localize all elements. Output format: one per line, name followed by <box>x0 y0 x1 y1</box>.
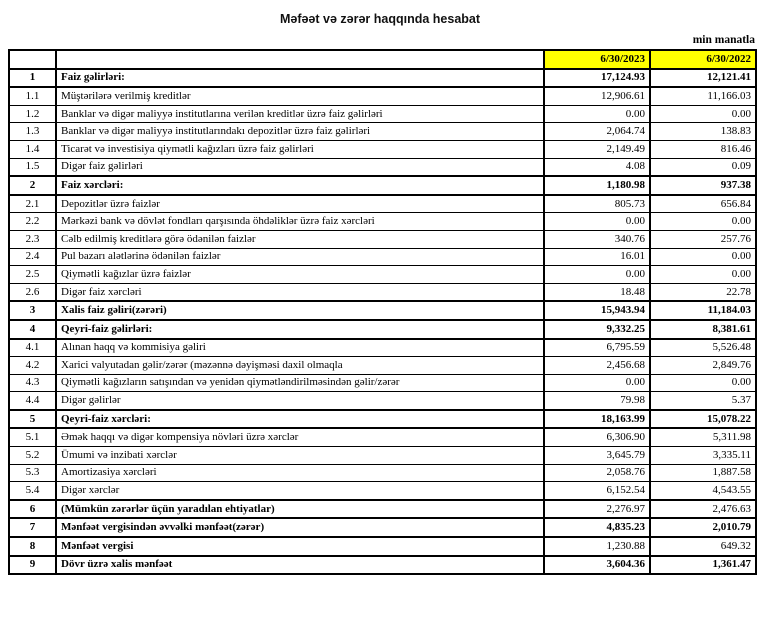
header-col-2022: 6/30/2022 <box>650 50 756 69</box>
row-number-cell: 2.1 <box>9 195 56 213</box>
row-number-cell: 2.2 <box>9 213 56 231</box>
value-2023-cell: 2,149.49 <box>544 140 650 158</box>
row-number-cell: 3 <box>9 301 56 320</box>
report-table-body <box>9 69 756 575</box>
row-label-cell: Ticarət və investisiya qiymətli kağızları üzrə faiz gəlirləri <box>56 140 544 158</box>
row-label-cell: Dövr üzrə xalis mənfəət <box>56 556 544 575</box>
row-number-cell: 4.1 <box>9 339 56 357</box>
table-row <box>9 266 756 284</box>
row-number-cell: 4.4 <box>9 392 56 410</box>
row-label-cell: Qeyri-faiz xərcləri: <box>56 410 544 429</box>
row-label-cell: Əmək haqqı və digər kompensiya növləri üzrə xərclər <box>56 428 544 446</box>
table-row <box>9 357 756 375</box>
value-2023-cell: 9,332.25 <box>544 320 650 339</box>
table-row <box>9 140 756 158</box>
value-2022-cell: 0.00 <box>650 248 756 266</box>
value-2022-cell: 649.32 <box>650 537 756 556</box>
row-number-cell: 1.3 <box>9 123 56 141</box>
table-row <box>9 283 756 301</box>
table-row <box>9 428 756 446</box>
row-label-cell: Mənfəət vergisi <box>56 537 544 556</box>
row-label-cell: Banklar və digər maliyyə institutlarına verilən kreditlər üzrə faiz gəlirləri <box>56 105 544 123</box>
table-row <box>9 123 756 141</box>
value-2022-cell: 2,476.63 <box>650 500 756 519</box>
table-row <box>9 69 756 88</box>
row-number-cell: 4.2 <box>9 357 56 375</box>
row-label-cell: Digər gəlirlər <box>56 392 544 410</box>
row-label-cell: Qiymətli kağızların satışından və yenidən qiymətləndirilməsindən gəlir/zərər <box>56 374 544 392</box>
row-label-cell: Xalis faiz gəliri(zərəri) <box>56 301 544 320</box>
value-2023-cell: 2,058.76 <box>544 464 650 482</box>
row-label-cell: (Mümkün zərərlər üçün yaradılan ehtiyatlar) <box>56 500 544 519</box>
value-2023-cell: 6,306.90 <box>544 428 650 446</box>
row-label-cell: Amortizasiya xərcləri <box>56 464 544 482</box>
row-number-cell: 6 <box>9 500 56 519</box>
table-row <box>9 482 756 500</box>
value-2022-cell: 1,361.47 <box>650 556 756 575</box>
table-row <box>9 158 756 176</box>
row-number-cell: 2.5 <box>9 266 56 284</box>
value-2022-cell: 5,526.48 <box>650 339 756 357</box>
row-number-cell: 2.3 <box>9 230 56 248</box>
table-row <box>9 410 756 429</box>
row-number-cell: 5.1 <box>9 428 56 446</box>
table-row <box>9 464 756 482</box>
table-row <box>9 447 756 465</box>
value-2023-cell: 17,124.93 <box>544 69 650 88</box>
row-label-cell: Banklar və digər maliyyə institutlarındakı depozitlər üzrə faiz gəlirləri <box>56 123 544 141</box>
value-2022-cell: 937.38 <box>650 176 756 195</box>
row-number-cell: 2.4 <box>9 248 56 266</box>
header-row <box>9 50 756 69</box>
value-2022-cell: 5,311.98 <box>650 428 756 446</box>
row-label-cell: Alınan haqq və kommisiya gəliri <box>56 339 544 357</box>
table-row <box>9 176 756 195</box>
value-2022-cell: 0.00 <box>650 213 756 231</box>
row-label-cell: Digər faiz gəlirləri <box>56 158 544 176</box>
value-2023-cell: 6,152.54 <box>544 482 650 500</box>
row-number-cell: 5.3 <box>9 464 56 482</box>
header-col-2023: 6/30/2023 <box>544 50 650 69</box>
value-2023-cell: 18.48 <box>544 283 650 301</box>
row-number-cell: 9 <box>9 556 56 575</box>
row-label-cell: Müştərilərə verilmiş kreditlər <box>56 87 544 105</box>
value-2022-cell: 0.00 <box>650 105 756 123</box>
header-empty-cell-1 <box>9 50 56 69</box>
value-2023-cell: 3,604.36 <box>544 556 650 575</box>
row-number-cell: 1.2 <box>9 105 56 123</box>
value-2023-cell: 0.00 <box>544 105 650 123</box>
row-number-cell: 5.2 <box>9 447 56 465</box>
table-row <box>9 230 756 248</box>
row-label-cell: Qeyri-faiz gəlirləri: <box>56 320 544 339</box>
value-2023-cell: 18,163.99 <box>544 410 650 429</box>
table-row <box>9 87 756 105</box>
value-2022-cell: 8,381.61 <box>650 320 756 339</box>
value-2023-cell: 16.01 <box>544 248 650 266</box>
value-2023-cell: 79.98 <box>544 392 650 410</box>
value-2022-cell: 15,078.22 <box>650 410 756 429</box>
value-2022-cell: 2,010.79 <box>650 518 756 537</box>
row-label-cell: Depozitlər üzrə faizlər <box>56 195 544 213</box>
value-2023-cell: 3,645.79 <box>544 447 650 465</box>
report-table <box>8 49 757 575</box>
row-number-cell: 4.3 <box>9 374 56 392</box>
row-number-cell: 5 <box>9 410 56 429</box>
header-empty-cell-2 <box>56 50 544 69</box>
value-2023-cell: 4.08 <box>544 158 650 176</box>
row-number-cell: 5.4 <box>9 482 56 500</box>
table-row <box>9 339 756 357</box>
value-2023-cell: 2,064.74 <box>544 123 650 141</box>
value-2023-cell: 4,835.23 <box>544 518 650 537</box>
table-row <box>9 248 756 266</box>
value-2022-cell: 12,121.41 <box>650 69 756 88</box>
table-row <box>9 392 756 410</box>
value-2022-cell: 257.76 <box>650 230 756 248</box>
value-2022-cell: 22.78 <box>650 283 756 301</box>
value-2023-cell: 15,943.94 <box>544 301 650 320</box>
row-label-cell: Ümumi və inzibati xərclər <box>56 447 544 465</box>
row-number-cell: 1 <box>9 69 56 88</box>
table-row <box>9 500 756 519</box>
report-title: Məfəət və zərər haqqında hesabat <box>279 12 481 26</box>
value-2022-cell: 656.84 <box>650 195 756 213</box>
row-label-cell: Digər xərclər <box>56 482 544 500</box>
row-number-cell: 7 <box>9 518 56 537</box>
row-number-cell: 2.6 <box>9 283 56 301</box>
row-number-cell: 8 <box>9 537 56 556</box>
row-label-cell: Faiz gəlirləri: <box>56 69 544 88</box>
value-2022-cell: 2,849.76 <box>650 357 756 375</box>
value-2023-cell: 1,230.88 <box>544 537 650 556</box>
row-number-cell: 1.1 <box>9 87 56 105</box>
value-2023-cell: 2,276.97 <box>544 500 650 519</box>
value-2023-cell: 805.73 <box>544 195 650 213</box>
value-2022-cell: 0.00 <box>650 374 756 392</box>
value-2022-cell: 5.37 <box>650 392 756 410</box>
value-2022-cell: 11,166.03 <box>650 87 756 105</box>
row-label-cell: Digər faiz xərcləri <box>56 283 544 301</box>
value-2023-cell: 6,795.59 <box>544 339 650 357</box>
table-row <box>9 213 756 231</box>
value-2022-cell: 3,335.11 <box>650 447 756 465</box>
row-label-cell: Mənfəət vergisindən əvvəlki mənfəət(zərər) <box>56 518 544 537</box>
table-row <box>9 105 756 123</box>
value-2023-cell: 340.76 <box>544 230 650 248</box>
table-row <box>9 374 756 392</box>
row-label-cell: Mərkəzi bank və dövlət fondları qarşısında öhdəliklər üzrə faiz xərcləri <box>56 213 544 231</box>
value-2023-cell: 0.00 <box>544 213 650 231</box>
value-2022-cell: 4,543.55 <box>650 482 756 500</box>
row-number-cell: 2 <box>9 176 56 195</box>
table-row <box>9 301 756 320</box>
table-row <box>9 556 756 575</box>
row-label-cell: Qiymətli kağızlar üzrə faizlər <box>56 266 544 284</box>
row-number-cell: 1.4 <box>9 140 56 158</box>
table-row <box>9 320 756 339</box>
value-2022-cell: 11,184.03 <box>650 301 756 320</box>
value-2023-cell: 12,906.61 <box>544 87 650 105</box>
row-number-cell: 4 <box>9 320 56 339</box>
value-2022-cell: 0.09 <box>650 158 756 176</box>
table-row <box>9 195 756 213</box>
row-label-cell: Xarici valyutadan gəlir/zərər (məzənnə dəyişməsi daxil olmaqla <box>56 357 544 375</box>
value-2023-cell: 1,180.98 <box>544 176 650 195</box>
unit-note: min manatla <box>692 34 755 46</box>
value-2023-cell: 0.00 <box>544 374 650 392</box>
table-row <box>9 537 756 556</box>
row-label-cell: Pul bazarı alətlərinə ödənilən faizlər <box>56 248 544 266</box>
row-label-cell: Faiz xərcləri: <box>56 176 544 195</box>
value-2022-cell: 1,887.58 <box>650 464 756 482</box>
row-number-cell: 1.5 <box>9 158 56 176</box>
row-label-cell: Cəlb edilmiş kreditlərə görə ödənilən faizlər <box>56 230 544 248</box>
value-2022-cell: 0.00 <box>650 266 756 284</box>
value-2023-cell: 0.00 <box>544 266 650 284</box>
value-2023-cell: 2,456.68 <box>544 357 650 375</box>
value-2022-cell: 138.83 <box>650 123 756 141</box>
value-2022-cell: 816.46 <box>650 140 756 158</box>
table-row <box>9 518 756 537</box>
